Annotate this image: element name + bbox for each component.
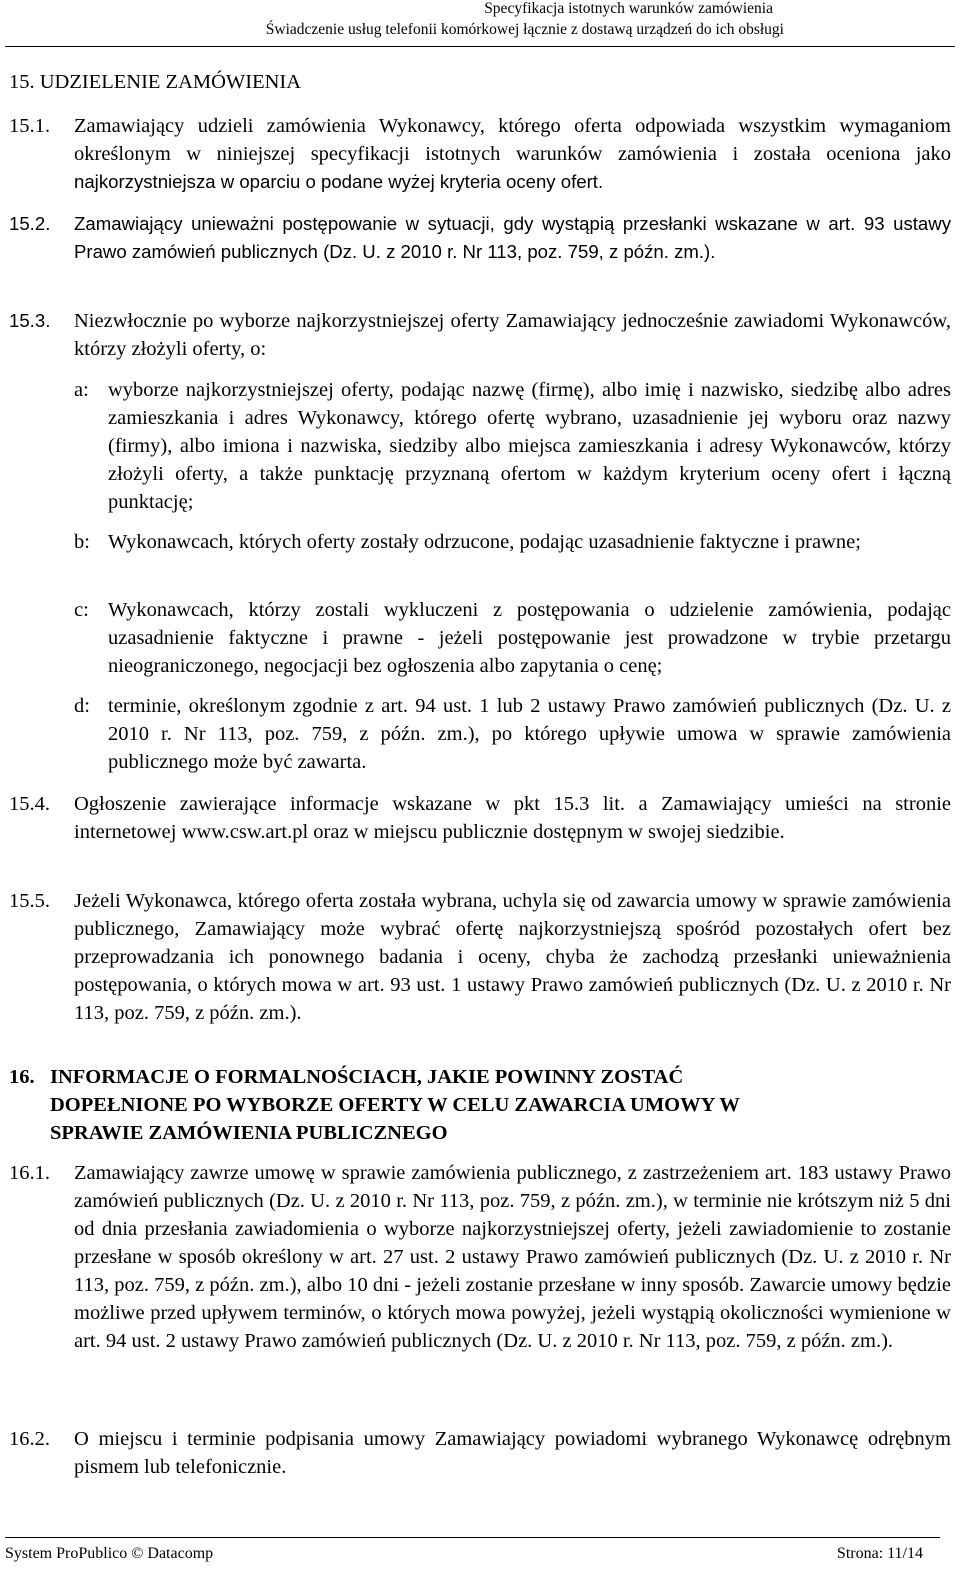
section-16-number: 16. <box>9 1066 35 1088</box>
list-item-a-label: a: <box>74 379 89 401</box>
para-15-5: Jeżeli Wykonawca, którego oferta została wybrana, uchyla się od zawarcia umowy w sprawie zamówienia publicznego, Zamawiający może wybrać ofertę najkorzystniejszą spośród pozostałych ofert bez przeprowadzania ich ponownego badania i oceny, chyba że zachodzą przesłanki unieważnienia postępowania, o których mowa w art. 93 ust. 1 ustawy Prawo zamówień publicznych (Dz. U. z 2010 r. Nr 113, poz. 759, z późn. zm.). <box>74 890 951 1024</box>
para-15-1-number: 15.1. <box>9 115 50 137</box>
para-15-1-text-b: najkorzystniejsza w oparciu o podane wyżej kryteria oceny ofert. <box>74 171 604 192</box>
footer-copyright: System ProPublico © Datacomp <box>5 1545 214 1562</box>
section-16-title-line-1: INFORMACJE O FORMALNOŚCIACH, JAKIE POWINNY ZOSTAĆ <box>50 1066 684 1088</box>
para-15-3-number: 15.3. <box>9 310 51 331</box>
section-16-title-line-2: DOPEŁNIONE PO WYBORZE OFERTY W CELU ZAWARCIA UMOWY W <box>50 1094 740 1116</box>
para-16-1: Zamawiający zawrze umowę w sprawie zamówienia publicznego, z zastrzeżeniem art. 183 ustawy Prawo zamówień publicznych (Dz. U. z 2010 r. Nr 113, poz. 759, z późn. zm.), w terminie nie krótszym niż 5 dni od dnia przesłania zawiadomienia o wyborze najkorzystniejszej oferty, jeżeli zawiadomienie to zostanie przesłane w sposób określony w art. 27 ust. 2 ustawy Prawo zamówień publicznych (Dz. U. z 2010 r. Nr 113, poz. 759, z późn. zm.), albo 10 dni - jeżeli zostanie przesłane w inny sposób. Zawarcie umowy będzie możliwe przed upływem terminów, o których mowa powyżej, jeżeli wystąpią okoliczności wymienione w art. 94 ust. 2 ustawy Prawo zamówień publicznych (Dz. U. z 2010 r. Nr 113, poz. 759, z późn. zm.). <box>74 1162 951 1352</box>
list-item-b: Wykonawcach, których oferty zostały odrzucone, podając uzasadnienie faktyczne i prawne; <box>108 531 861 553</box>
list-item-c-label: c: <box>74 599 89 621</box>
header-divider <box>5 46 955 47</box>
section-15-title: 15. UDZIELENIE ZAMÓWIENIA <box>9 71 302 93</box>
para-15-2-number: 15.2. <box>9 213 51 234</box>
section-16-title-line-3: SPRAWIE ZAMÓWIENIA PUBLICZNEGO <box>50 1122 448 1144</box>
para-15-5-number: 15.5. <box>9 890 50 912</box>
para-15-2: Zamawiający unieważni postępowanie w sytuacji, gdy wystąpią przesłanki wskazane w art. 93 ustawy Prawo zamówień publicznych (Dz. U. z 2010 r. Nr 113, poz. 759, z późn. zm.). <box>74 213 951 262</box>
list-item-d: terminie, określonym zgodnie z art. 94 ust. 1 lub 2 ustawy Prawo zamówień publicznych (Dz. U. z 2010 r. Nr 113, poz. 759, z późn. zm.), po którego upływie umowa w sprawie zamówienia publicznego może być zawarta. <box>108 695 951 773</box>
footer-divider <box>5 1537 940 1538</box>
list-item-c: Wykonawcach, którzy zostali wykluczeni z postępowania o udzielenie zamówienia, podając uzasadnienie faktyczne i prawne - jeżeli postępowanie jest prowadzone w trybie przetargu nieograniczonego, negocjacji bez ogłoszenia albo zapytania o cenę; <box>108 599 951 677</box>
list-item-d-label: d: <box>74 695 90 717</box>
para-15-4: Ogłoszenie zawierające informacje wskazane w pkt 15.3 lit. a Zamawiający umieści na stronie internetowej www.csw.art.pl oraz w miejscu publicznie dostępnym w swojej siedzibie. <box>74 793 951 843</box>
para-15-1-text-a: Zamawiający udzieli zamówienia Wykonawcy, którego oferta odpowiada wszystkim wymaganiom określonym w niniejszej specyfikacji istotnych warunków zamówienia i została oceniona jako <box>74 115 951 165</box>
para-16-1-number: 16.1. <box>9 1162 50 1184</box>
para-15-1 <box>74 112 951 196</box>
header-subtitle: Świadczenie usług telefonii komórkowej łącznie z dostawą urządzeń do ich obsługi <box>265 21 784 38</box>
para-15-4-number: 15.4. <box>9 793 50 815</box>
header-title: Specyfikacja istotnych warunków zamówienia <box>484 0 773 17</box>
para-16-2-number: 16.2. <box>9 1428 50 1450</box>
para-15-3: Niezwłocznie po wyborze najkorzystniejszej oferty Zamawiający jednocześnie zawiadomi Wykonawców, którzy złożyli oferty, o: <box>74 310 951 360</box>
footer-page-number: Strona: 11/14 <box>836 1545 923 1562</box>
list-item-b-label: b: <box>74 531 90 553</box>
para-16-2: O miejscu i terminie podpisania umowy Zamawiający powiadomi wybranego Wykonawcę odrębnym pismem lub telefonicznie. <box>74 1428 951 1478</box>
list-item-a: wyborze najkorzystniejszej oferty, podając nazwę (firmę), albo imię i nazwisko, siedzibę albo adres zamieszkania i adres Wykonawcy, którego ofertę wybrano, uzasadnienie jej wyboru oraz nazwy (firmy), albo imiona i nazwiska, siedziby albo miejsca zamieszkania i adresy Wykonawców, którzy złożyli oferty, a także punktację przyznaną ofertom w każdym kryterium oceny ofert i łączną punktację; <box>108 379 951 513</box>
